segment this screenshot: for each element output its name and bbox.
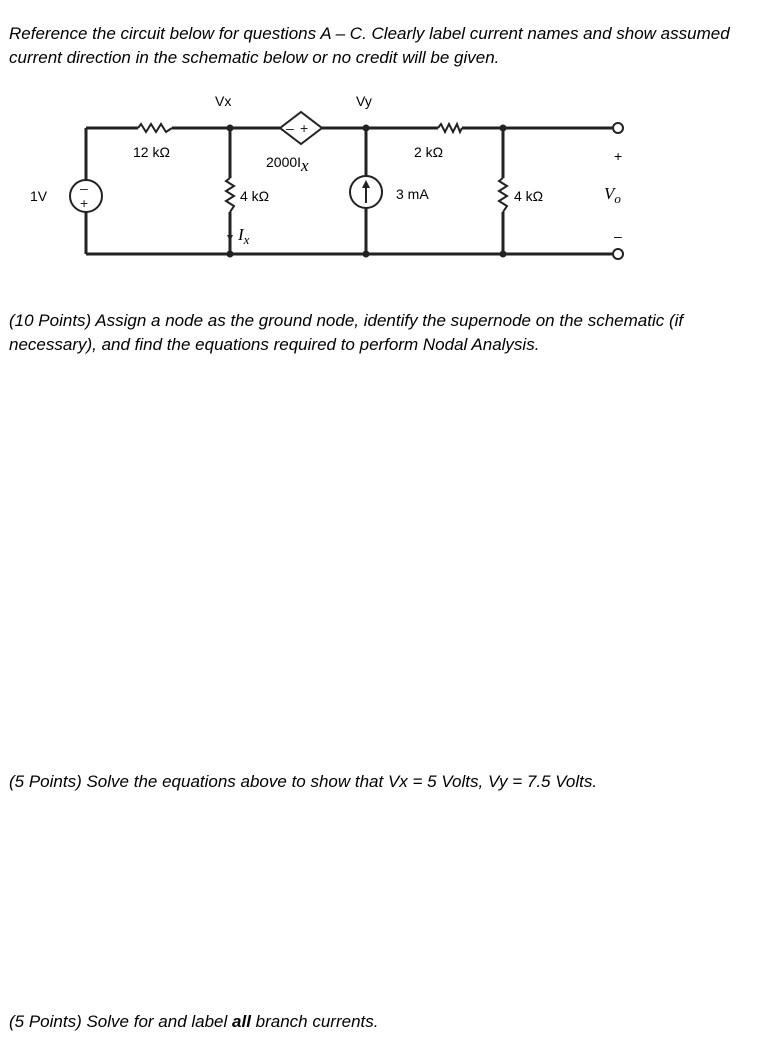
resistor-2k	[438, 124, 462, 132]
r4-label: 4 kΩ	[514, 188, 544, 204]
resistor-12k	[138, 124, 172, 132]
terminal-minus	[613, 249, 623, 259]
isource-label: 3 mA	[396, 186, 429, 202]
svg-text:–: –	[286, 120, 294, 136]
question-c: (5 Points) Solve for and label all branch currents.	[9, 1012, 379, 1031]
vo-label: $V_o$	[604, 184, 621, 206]
resistor-4k-right	[499, 178, 507, 212]
node-vx-label: Vx	[215, 93, 232, 109]
svg-text:–: –	[80, 180, 88, 196]
node-vy-label: Vy	[356, 93, 372, 109]
question-b: (5 Points) Solve the equations above to show that Vx = 5 Volts, Vy = 7.5 Volts.	[9, 772, 598, 791]
dep-source-label: 2000Ix	[266, 154, 309, 175]
svg-text:+: +	[80, 195, 89, 211]
circuit-schematic	[0, 0, 774, 300]
intro-text: Reference the circuit below for questions A – C. Clearly label current names and show assumed current direction in the schematic below or no credit will be given.	[9, 24, 730, 67]
r3-label: 2 kΩ	[414, 144, 444, 160]
vo-plus: +	[614, 148, 623, 164]
arrow-down-icon	[227, 235, 233, 241]
arrow-up-icon	[362, 180, 370, 188]
vo-minus: –	[614, 228, 622, 244]
ix-label: $I_x$	[238, 225, 250, 247]
question-a: (10 Points) Assign a node as the ground node, identify the supernode on the schematic (if necessary), and find the equations required to perform Nodal Analysis.	[9, 311, 684, 354]
vsource-label: 1V	[30, 188, 48, 204]
resistor-4k-left	[226, 178, 234, 212]
r1-label: 12 kΩ	[133, 144, 170, 160]
r2-label: 4 kΩ	[240, 188, 270, 204]
terminal-plus	[613, 123, 623, 133]
svg-text:+: +	[300, 120, 309, 136]
